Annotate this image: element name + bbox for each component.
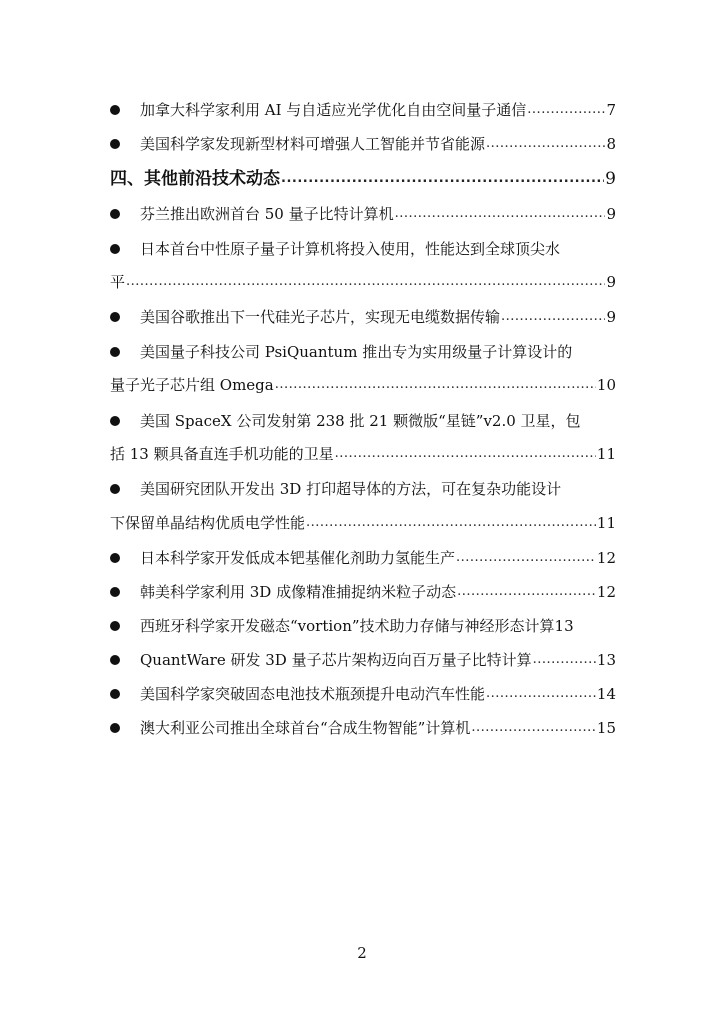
toc-entry-title: 西班牙科学家开发磁态“vortion”技术助力存储与神经形态计算 bbox=[140, 617, 555, 635]
toc-entry-title: 美国 SpaceX 公司发射第 238 批 21 颗微版“星链”v2.0 卫星，包 bbox=[140, 412, 581, 430]
bullet-icon bbox=[110, 621, 120, 631]
leader-dots bbox=[527, 99, 605, 121]
toc-entry-page: 9 bbox=[606, 308, 616, 326]
toc-section-heading[interactable] bbox=[110, 164, 616, 190]
toc-entry-page: 12 bbox=[596, 549, 616, 567]
bullet-icon bbox=[110, 312, 120, 322]
toc-entry-line2[interactable] bbox=[110, 439, 616, 465]
toc-entry-title: 加拿大科学家利用 AI 与自适应光学优化自由空间量子通信 bbox=[140, 101, 527, 119]
leader-dots bbox=[471, 717, 596, 739]
toc-entry-line1[interactable] bbox=[110, 337, 616, 363]
bullet-icon bbox=[110, 105, 120, 115]
toc-entry[interactable] bbox=[110, 129, 616, 155]
page-number: 2 bbox=[357, 944, 367, 962]
toc-entry-page: 11 bbox=[596, 514, 616, 532]
toc-entry-title: 澳大利亚公司推出全球首台“合成生物智能”计算机 bbox=[140, 719, 471, 737]
bullet-icon bbox=[110, 209, 120, 219]
leader-dots bbox=[281, 168, 604, 190]
leader-dots bbox=[126, 271, 605, 293]
toc-entry-title: 美国科学家发现新型材料可增强人工智能并节省能源 bbox=[140, 135, 486, 153]
bullet-icon bbox=[110, 347, 120, 357]
toc-entry-title: 美国科学家突破固态电池技术瓶颈提升电动汽车性能 bbox=[140, 685, 486, 703]
toc-entry-page: 9 bbox=[606, 205, 616, 223]
leader-dots bbox=[395, 203, 606, 225]
toc-entry-page: 9 bbox=[606, 273, 616, 291]
toc-entry-line2[interactable] bbox=[110, 370, 616, 396]
section-title: 四、其他前沿技术动态 bbox=[110, 169, 280, 189]
toc-entry-page: 14 bbox=[596, 685, 616, 703]
bullet-icon bbox=[110, 484, 120, 494]
toc-entry-title-cont: 下保留单晶结构优质电学性能 bbox=[110, 514, 306, 532]
toc-entry[interactable] bbox=[110, 543, 616, 569]
leader-dots bbox=[275, 374, 596, 396]
toc-entry-title: QuantWare 研发 3D 量子芯片架构迈向百万量子比特计算 bbox=[140, 651, 532, 669]
toc-entry-page: 15 bbox=[596, 719, 616, 737]
toc-entry-page: 10 bbox=[596, 376, 616, 394]
bullet-icon bbox=[110, 244, 120, 254]
toc-entry-title: 日本首台中性原子量子计算机将投入使用，性能达到全球顶尖水 bbox=[140, 240, 561, 258]
toc-entry-title-cont: 平 bbox=[110, 273, 126, 291]
toc-entry[interactable] bbox=[110, 713, 616, 739]
toc-entry[interactable] bbox=[110, 611, 616, 637]
toc-entry-page: 13 bbox=[596, 651, 616, 669]
bullet-icon bbox=[110, 723, 120, 733]
toc-entry-page: 11 bbox=[596, 445, 616, 463]
leader-dots bbox=[501, 306, 605, 328]
toc-entry-page: 13 bbox=[554, 617, 574, 635]
leader-dots bbox=[457, 581, 596, 603]
toc-entry-title: 日本科学家开发低成本钯基催化剂助力氢能生产 bbox=[140, 549, 456, 567]
leader-dots bbox=[335, 443, 596, 465]
toc-entry-title-cont: 括 13 颗具备直连手机功能的卫星 bbox=[110, 445, 334, 463]
leader-dots bbox=[486, 683, 596, 705]
toc-entry-line1[interactable] bbox=[110, 234, 616, 260]
bullet-icon bbox=[110, 689, 120, 699]
toc-entry-title-cont: 量子光子芯片组 Omega bbox=[110, 376, 274, 394]
toc-entry[interactable] bbox=[110, 577, 616, 603]
toc-entry[interactable] bbox=[110, 302, 616, 328]
bullet-icon bbox=[110, 553, 120, 563]
toc-entry[interactable] bbox=[110, 95, 616, 121]
toc-entry-title: 美国研究团队开发出 3D 打印超导体的方法，可在复杂功能设计 bbox=[140, 480, 562, 498]
toc-entry[interactable] bbox=[110, 199, 616, 225]
toc-entry-title: 韩美科学家利用 3D 成像精准捕捉纳米粒子动态 bbox=[140, 583, 457, 601]
toc-entry-page: 12 bbox=[596, 583, 616, 601]
toc-entry-line2[interactable] bbox=[110, 267, 616, 293]
toc-entry-title: 美国谷歌推出下一代硅光子芯片，实现无电缆数据传输 bbox=[140, 308, 501, 326]
bullet-icon bbox=[110, 139, 120, 149]
toc-entry[interactable] bbox=[110, 679, 616, 705]
bullet-icon bbox=[110, 416, 120, 426]
leader-dots bbox=[533, 649, 596, 671]
toc-entry-title: 美国量子科技公司 PsiQuantum 推出专为实用级量子计算设计的 bbox=[140, 343, 573, 361]
section-page: 9 bbox=[605, 169, 616, 189]
toc-entry-line1[interactable] bbox=[110, 406, 616, 432]
toc-entry-page: 7 bbox=[606, 101, 616, 119]
toc-entry-line2[interactable] bbox=[110, 508, 616, 534]
bullet-icon bbox=[110, 587, 120, 597]
toc-entry[interactable] bbox=[110, 645, 616, 671]
leader-dots bbox=[456, 547, 596, 569]
bullet-icon bbox=[110, 655, 120, 665]
leader-dots bbox=[306, 512, 596, 534]
toc-entry-line1[interactable] bbox=[110, 474, 616, 500]
toc-entry-title: 芬兰推出欧洲首台 50 量子比特计算机 bbox=[140, 205, 394, 223]
toc-entry-page: 8 bbox=[606, 135, 616, 153]
leader-dots bbox=[486, 133, 605, 155]
